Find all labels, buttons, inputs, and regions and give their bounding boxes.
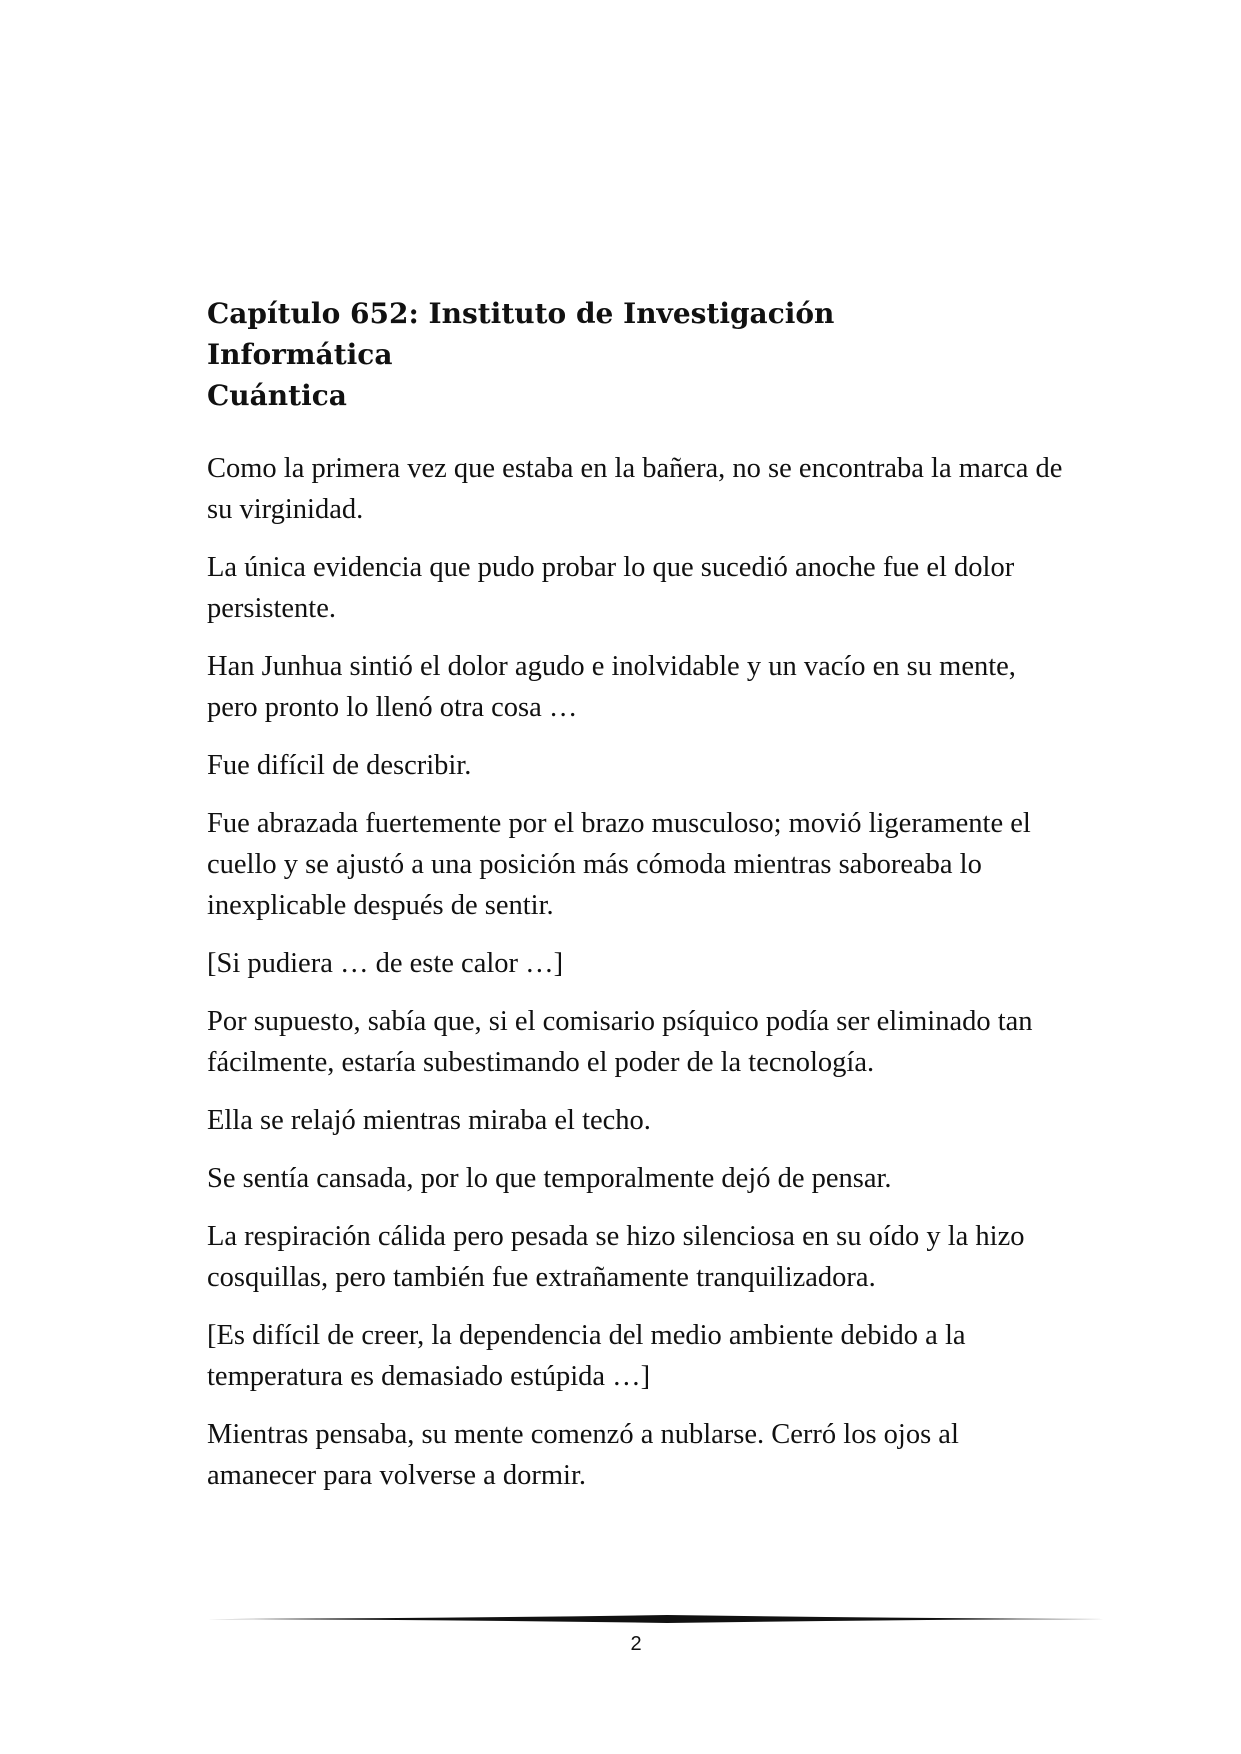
paragraph: Se sentía cansada, por lo que temporalmente dejó de pensar. [207,1163,892,1194]
paragraph: La única evidencia que pudo probar lo que sucedió anoche fue el dolor persistente. [207,552,1015,624]
page-number: 2 [630,1633,642,1655]
paragraph: [Es difícil de creer, la dependencia del medio ambiente debido a la temperatura es demasiado estúpida …] [207,1320,966,1392]
footer-divider [207,1612,1105,1626]
chapter-title-line-1: Capítulo 652: Instituto de Investigación Informática [207,297,835,371]
paragraph: Por supuesto, sabía que, si el comisario psíquico podía ser eliminado tan fácilmente, estaría subestimando el poder de la tecnología. [207,1006,1033,1078]
chapter-title [207,293,1027,416]
paragraph: Fue difícil de describir. [207,750,472,781]
paragraph: Fue abrazada fuertemente por el brazo musculoso; movió ligeramente el cuello y se ajustó a una posición más cómoda mientras saboreaba lo inexplicable después de sentir. [207,808,1031,921]
paragraph: Ella se relajó mientras miraba el techo. [207,1105,651,1136]
chapter-title-line-2: Cuántica [207,379,347,412]
paragraph: Como la primera vez que estaba en la bañera, no se encontraba la marca de su virginidad. [207,453,1063,525]
paragraph: [Si pudiera … de este calor …] [207,948,564,979]
paragraph: La respiración cálida pero pesada se hizo silenciosa en su oído y la hizo cosquillas, pero también fue extrañamente tranquilizadora. [207,1221,1025,1293]
paragraph: Han Junhua sintió el dolor agudo e inolvidable y un vacío en su mente, pero pronto lo llenó otra cosa … [207,651,1016,723]
paragraph: Mientras pensaba, su mente comenzó a nublarse. Cerró los ojos al amanecer para volverse a dormir. [207,1419,959,1491]
chapter-body [207,448,1067,1513]
